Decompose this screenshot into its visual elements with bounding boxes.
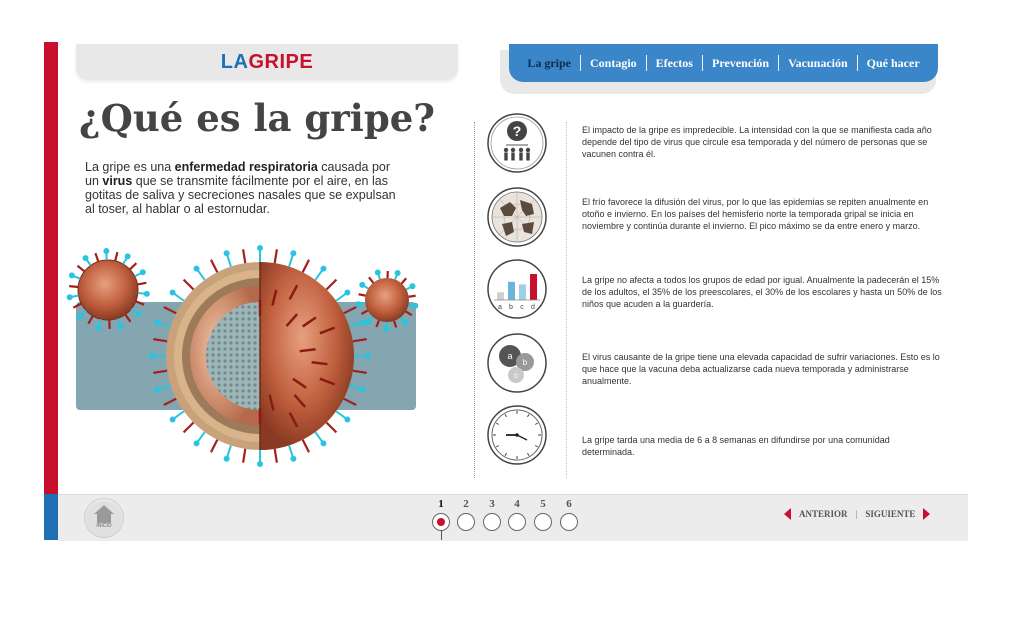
nav-item-efectos[interactable]: Efectos [655, 55, 693, 70]
fact-text-5: La gripe tarda una media de 6 a 8 semanas en difundirse por una comunidad determinada. [582, 435, 890, 457]
page-dot-1[interactable] [431, 498, 451, 531]
fact-text-1: El impacto de la gripe es impredecible. La intensidad con la que se manifiesta cada año depende del tipo de virus que circule esa temporada y del número de personas que se vacunen contra él. [582, 125, 932, 159]
nav-separator [580, 55, 581, 71]
current-page-marker [441, 530, 442, 540]
column-divider [566, 122, 567, 478]
bar-chart-icon [486, 258, 548, 320]
intro-text: causada por un [85, 160, 391, 188]
page-dot-3[interactable] [482, 498, 502, 531]
page-dot-6[interactable] [559, 498, 579, 531]
nav-item-prevencion[interactable]: Prevención [711, 55, 770, 70]
page-dot-4[interactable] [507, 498, 527, 531]
virus-illustration [66, 232, 418, 478]
home-button[interactable] [84, 498, 124, 538]
page-number: 2 [463, 498, 469, 510]
page-title: ¿Qué es la gripe? [79, 96, 435, 140]
nav-separator [646, 55, 647, 71]
bar-label-d: d [531, 304, 535, 311]
brand-header[interactable] [76, 44, 458, 80]
nav-separator [702, 55, 703, 71]
bar-label-b: b [509, 304, 513, 311]
nav-item-la-gripe[interactable]: La gripe [527, 55, 571, 70]
page-number: 4 [514, 498, 520, 510]
page-circle [508, 513, 526, 531]
mini-bar-d [530, 274, 537, 300]
nav-item-contagio[interactable]: Contagio [589, 55, 637, 70]
prev-arrow-icon[interactable] [784, 508, 791, 520]
intro-bold: virus [102, 174, 133, 188]
svg-text:?: ? [512, 123, 522, 139]
left-accent-bar-bottom [44, 494, 58, 540]
small-virus-right [365, 278, 409, 322]
page-circle [483, 513, 501, 531]
small-virus-left [78, 260, 138, 320]
mini-bar-b [508, 282, 515, 300]
prev-next-divider: | [855, 509, 858, 519]
page-circle [432, 513, 450, 531]
pager [428, 498, 588, 542]
page-circle [457, 513, 475, 531]
nav-separator [857, 55, 858, 71]
variant-label-b: b [522, 358, 528, 367]
next-button[interactable]: SIGUIENTE [865, 509, 916, 519]
fact-text-4: El virus causante de la gripe tiene una elevada capacidad de sufrir variaciones. Esto es lo que hace que la vacuna deba actualizarse cada nueva temporada y administrarse anualmente. [582, 352, 940, 386]
next-arrow-icon[interactable] [923, 508, 930, 520]
page-circle [560, 513, 578, 531]
question-people-icon [486, 112, 548, 174]
globe-map-icon [486, 186, 548, 248]
left-accent-bar [44, 42, 58, 494]
page-number: 3 [489, 498, 495, 510]
home-label: INICIO [96, 523, 112, 529]
fact-text-3: La gripe no afecta a todos los grupos de edad por igual. Anualmente la padecerán el 15% de los adultos, el 35% de los preescolares, el 30% de los escolares y hasta un 50% de los niños que acuden a la guardería. [582, 275, 942, 309]
nav-item-que-hacer[interactable]: Qué hacer [866, 55, 920, 70]
intro-text: que se transmite fácilmente por el aire, en las gotitas de saliva y secreciones nasales que se expulsan al toser, al hablar o al estornudar. [85, 174, 396, 216]
intro-paragraph [85, 160, 403, 216]
column-divider [474, 122, 475, 478]
nav-separator [778, 55, 779, 71]
bar-label-a: a [498, 304, 502, 311]
variant-label-a: a [507, 351, 513, 361]
main-nav [509, 44, 938, 82]
page-number: 5 [540, 498, 546, 510]
mini-bar-a [497, 292, 504, 300]
brand-la: LA [220, 51, 249, 73]
prev-next-nav [784, 508, 930, 520]
nav-item-vacunacion[interactable]: Vacunación [788, 55, 848, 70]
page-number: 6 [566, 498, 572, 510]
page-dot-2[interactable] [456, 498, 476, 531]
mini-bar-c [519, 284, 526, 300]
intro-bold: enfermedad respiratoria [174, 160, 318, 174]
page-circle [534, 513, 552, 531]
clock-icon [486, 404, 548, 466]
bar-label-c: c [520, 304, 524, 311]
page-dot-5[interactable] [533, 498, 553, 531]
page-number: 1 [438, 498, 444, 510]
intro-text: La gripe es una [85, 160, 175, 174]
fact-text-2: El frío favorece la difusión del virus, por lo que las epidemias se repiten anualmente en otoño e invierno. En los países del hemisferio norte la temporada gripal se inicia en noviembre y continúa durante el invierno. El pico máximo se da entre enero y marzo. [582, 197, 929, 231]
virus-variants-icon [486, 332, 548, 394]
prev-button[interactable]: ANTERIOR [799, 509, 848, 519]
variant-label-c: c [514, 371, 518, 380]
brand-gripe: GRIPE [248, 51, 314, 73]
